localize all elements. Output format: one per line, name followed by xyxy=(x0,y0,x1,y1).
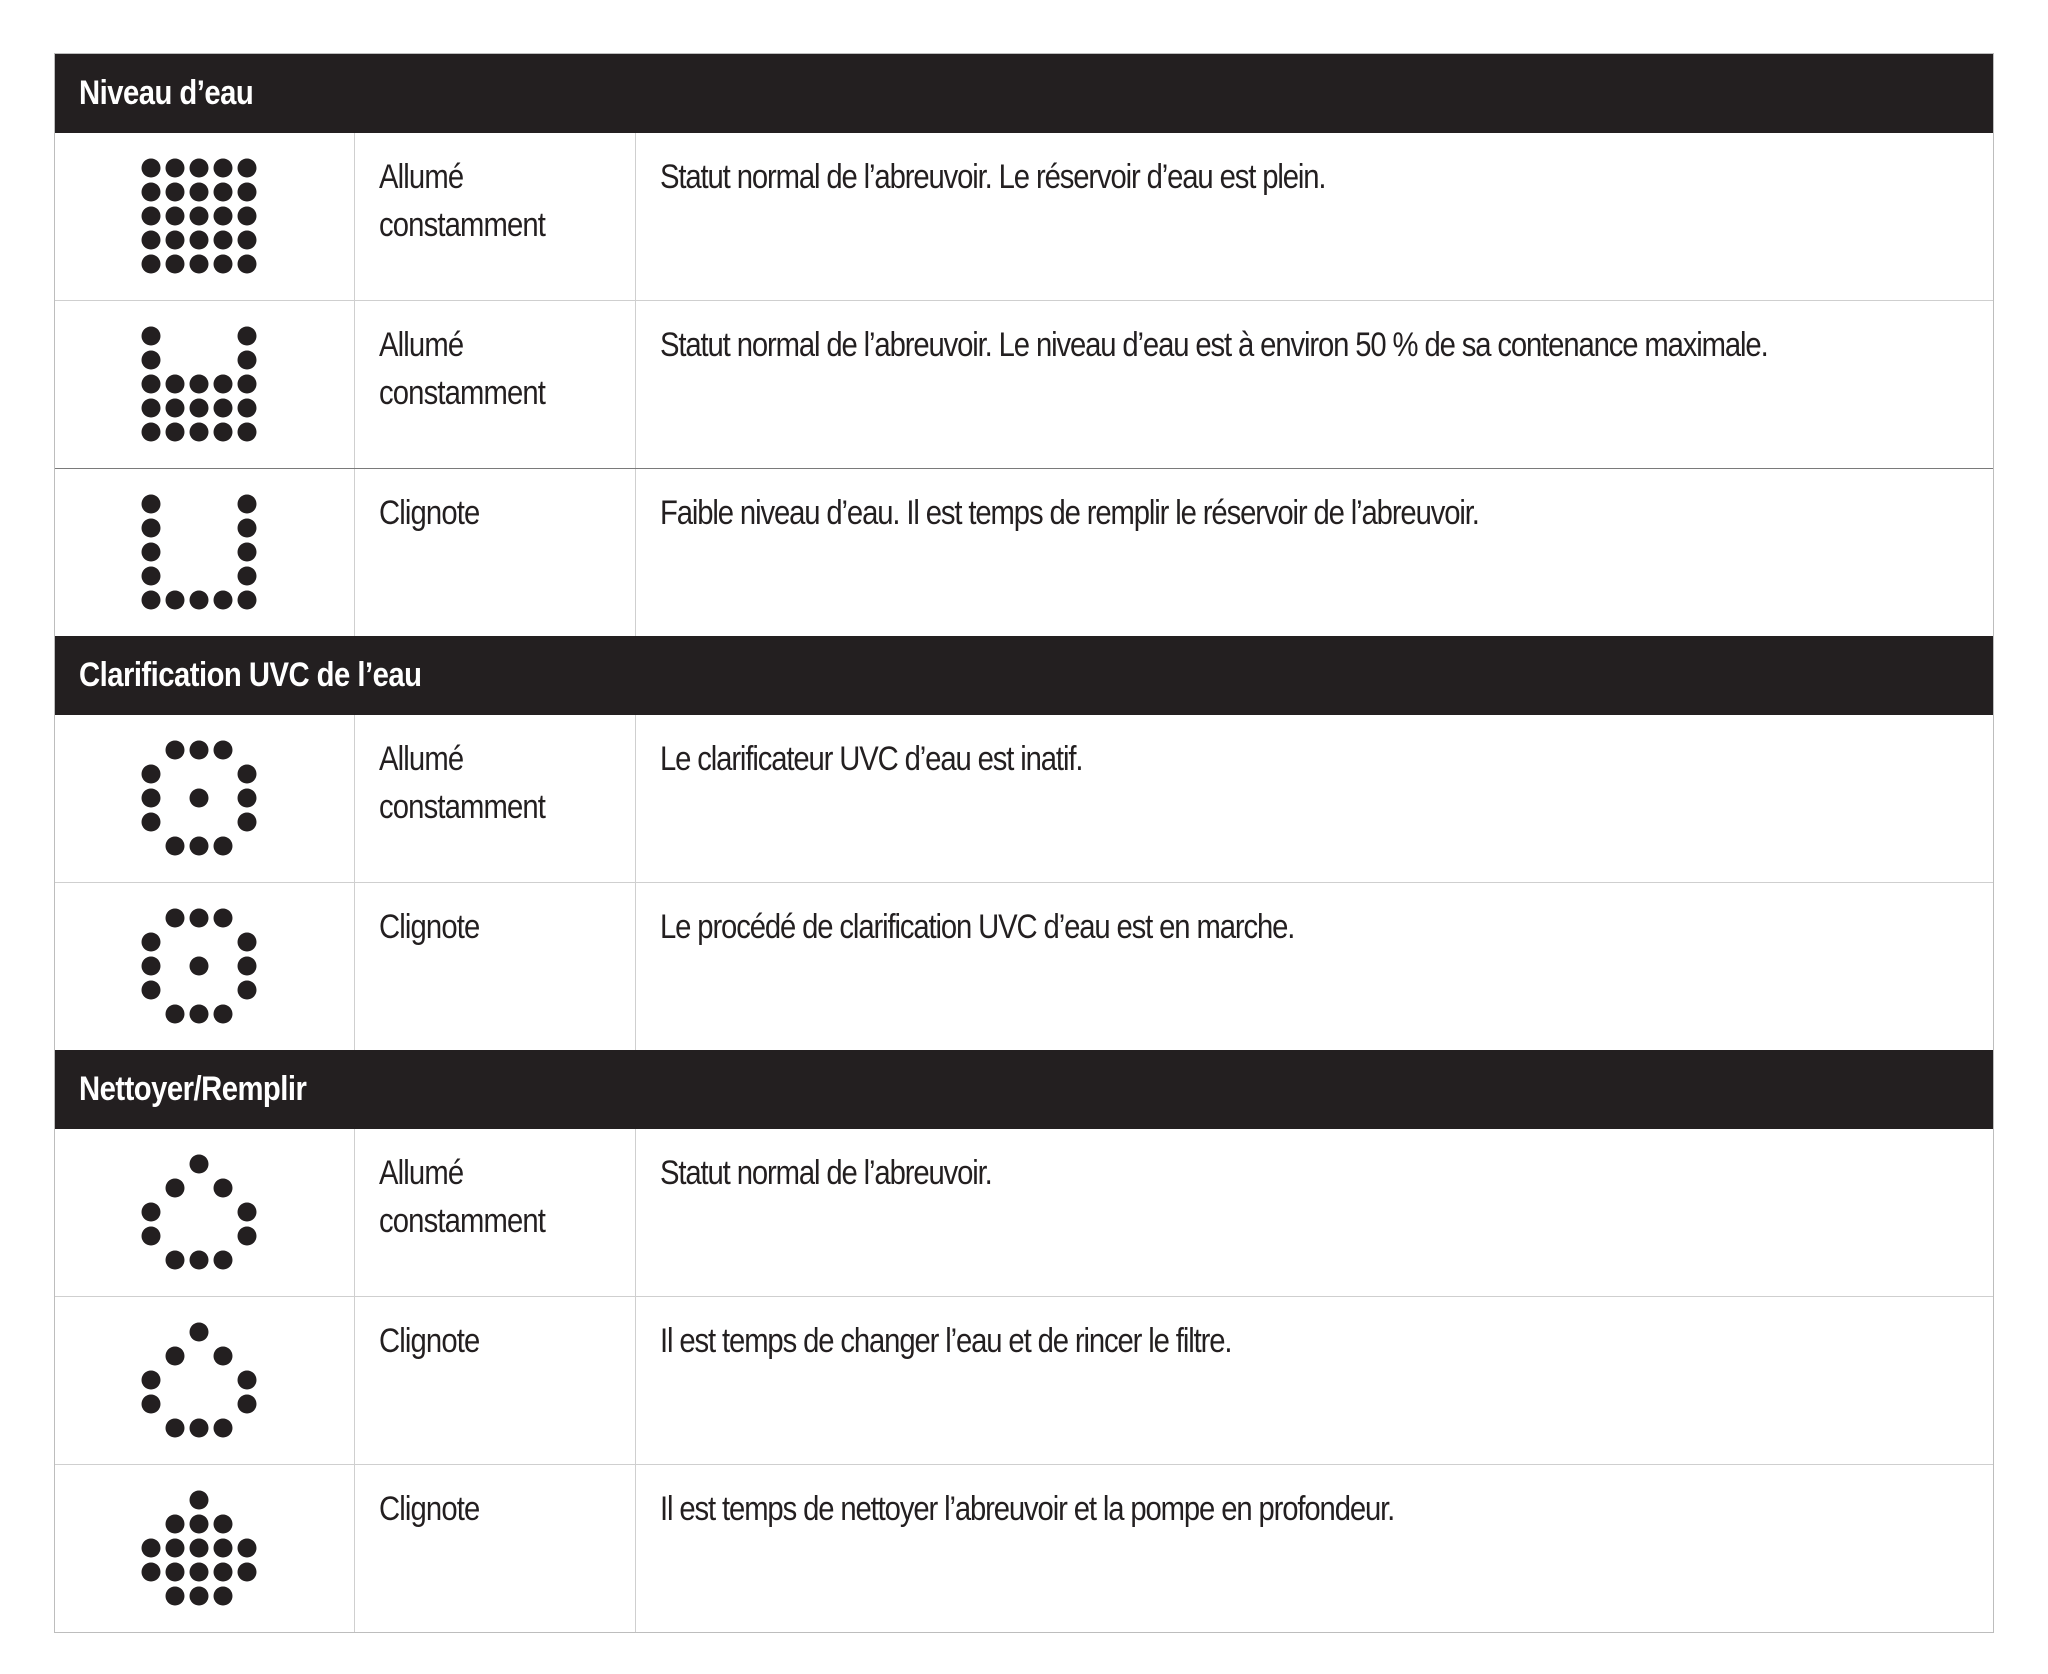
led-dot xyxy=(238,255,257,274)
led-dot xyxy=(238,765,257,784)
led-dot xyxy=(166,399,185,418)
led-dot xyxy=(238,1539,257,1558)
led-dot xyxy=(238,183,257,202)
led-dot xyxy=(166,1005,185,1024)
led-dot xyxy=(142,495,161,514)
led-dot xyxy=(190,1515,209,1534)
led-dot xyxy=(142,933,161,952)
led-dot xyxy=(142,813,161,832)
led-dot xyxy=(190,1251,209,1270)
led-dot xyxy=(238,789,257,808)
led-dot xyxy=(142,981,161,1000)
led-dot xyxy=(238,567,257,586)
led-dot xyxy=(214,1251,233,1270)
led-dot xyxy=(214,1539,233,1558)
led-dot xyxy=(238,495,257,514)
led-dot xyxy=(214,1005,233,1024)
led-dot xyxy=(238,519,257,538)
led-dot xyxy=(238,231,257,250)
table-row xyxy=(55,882,1993,1050)
led-dot xyxy=(190,1563,209,1582)
led-dot xyxy=(142,1539,161,1558)
led-dot xyxy=(214,207,233,226)
full-dots-icon xyxy=(139,156,259,276)
led-dot xyxy=(214,1587,233,1606)
led-dot xyxy=(214,909,233,928)
led-dot xyxy=(238,1203,257,1222)
led-dot xyxy=(190,399,209,418)
led-dot xyxy=(166,1179,185,1198)
led-dot xyxy=(190,909,209,928)
led-dot xyxy=(166,741,185,760)
led-dot xyxy=(190,1587,209,1606)
uvc-ring-dots-icon xyxy=(139,738,259,858)
led-dot xyxy=(190,1539,209,1558)
led-dot xyxy=(238,543,257,562)
description: Il est temps de changer l’eau et de rincer le filtre. xyxy=(660,1322,1232,1360)
led-dot xyxy=(190,1005,209,1024)
led-dot xyxy=(166,909,185,928)
led-dot xyxy=(214,423,233,442)
led-dot xyxy=(214,741,233,760)
led-dot xyxy=(142,1227,161,1246)
table-row xyxy=(55,300,1993,468)
led-dot xyxy=(214,837,233,856)
led-dot xyxy=(238,399,257,418)
led-dot xyxy=(238,327,257,346)
led-dot xyxy=(238,957,257,976)
table-row xyxy=(55,1296,1993,1464)
led-dot xyxy=(166,183,185,202)
led-dot xyxy=(214,231,233,250)
led-dot xyxy=(142,957,161,976)
led-dot xyxy=(142,543,161,562)
table-row xyxy=(55,133,1993,300)
led-dot xyxy=(214,1563,233,1582)
led-dot xyxy=(190,375,209,394)
led-dot xyxy=(214,375,233,394)
state-label: Clignote xyxy=(379,908,480,946)
state-label: Clignote xyxy=(379,1490,480,1528)
led-dot xyxy=(142,1371,161,1390)
led-dot xyxy=(214,1347,233,1366)
led-dot xyxy=(142,207,161,226)
section-title: Clarification UVC de l’eau xyxy=(79,656,422,694)
led-dot xyxy=(214,255,233,274)
led-dot xyxy=(190,957,209,976)
led-dot xyxy=(214,399,233,418)
led-dot xyxy=(142,159,161,178)
led-dot xyxy=(142,375,161,394)
state-label: Clignote xyxy=(379,1322,480,1360)
led-dot xyxy=(190,159,209,178)
led-dot xyxy=(238,1227,257,1246)
description: Le procédé de clarification UVC d’eau est en marche. xyxy=(660,908,1295,946)
led-dot xyxy=(142,765,161,784)
drop-filled-dots-icon xyxy=(139,1488,259,1608)
state-label: Allumé constamment xyxy=(379,158,546,244)
led-dot xyxy=(142,231,161,250)
led-dot xyxy=(142,591,161,610)
led-dot xyxy=(190,837,209,856)
led-dot xyxy=(190,1419,209,1438)
state-label: Clignote xyxy=(379,494,480,532)
led-dot xyxy=(142,255,161,274)
led-dot xyxy=(166,207,185,226)
led-dot xyxy=(166,591,185,610)
led-dot xyxy=(190,255,209,274)
section-header-uvc xyxy=(55,636,1993,715)
led-dot xyxy=(238,981,257,1000)
description: Il est temps de nettoyer l’abreuvoir et la pompe en profondeur. xyxy=(660,1490,1395,1528)
led-dot xyxy=(214,591,233,610)
led-dot xyxy=(238,933,257,952)
led-dot xyxy=(142,1563,161,1582)
led-dot xyxy=(166,1347,185,1366)
half-dots-icon xyxy=(139,324,259,444)
led-dot xyxy=(238,351,257,370)
description: Faible niveau d’eau. Il est temps de remplir le réservoir de l’abreuvoir. xyxy=(660,494,1479,532)
description: Statut normal de l’abreuvoir. Le niveau d’eau est à environ 50 % de sa contenance maximale. xyxy=(660,326,1768,364)
led-dot xyxy=(214,183,233,202)
led-dot xyxy=(166,1515,185,1534)
led-dot xyxy=(166,1539,185,1558)
led-dot xyxy=(166,1419,185,1438)
led-dot xyxy=(166,375,185,394)
led-dot xyxy=(190,423,209,442)
led-dot xyxy=(214,1179,233,1198)
led-dot xyxy=(166,1587,185,1606)
led-dot xyxy=(238,591,257,610)
led-dot xyxy=(238,159,257,178)
led-dot xyxy=(142,567,161,586)
led-dot xyxy=(238,1563,257,1582)
led-dot xyxy=(166,1563,185,1582)
section-header-clean-refill xyxy=(55,1050,1993,1129)
led-dot xyxy=(142,183,161,202)
description: Le clarificateur UVC d’eau est inatif. xyxy=(660,740,1083,778)
led-dot xyxy=(142,327,161,346)
led-dot xyxy=(214,1419,233,1438)
led-dot xyxy=(166,255,185,274)
led-dot xyxy=(238,207,257,226)
led-dot xyxy=(190,1155,209,1174)
led-dot xyxy=(214,1515,233,1534)
description: Statut normal de l’abreuvoir. xyxy=(660,1154,992,1192)
state-label: Allumé constamment xyxy=(379,1154,546,1240)
state-label: Allumé constamment xyxy=(379,740,546,826)
section-title: Niveau d’eau xyxy=(79,74,254,112)
led-dot xyxy=(190,1323,209,1342)
led-dot xyxy=(238,375,257,394)
table-row xyxy=(55,468,1993,636)
table-row xyxy=(55,1464,1993,1632)
led-dot xyxy=(166,1251,185,1270)
led-dot xyxy=(238,1371,257,1390)
led-dot xyxy=(190,207,209,226)
led-dot xyxy=(190,183,209,202)
led-dot xyxy=(238,1395,257,1414)
led-dot xyxy=(190,1491,209,1510)
led-dot xyxy=(238,423,257,442)
led-dot xyxy=(166,231,185,250)
table-row xyxy=(55,715,1993,882)
status-table xyxy=(54,53,1994,1633)
led-dot xyxy=(142,399,161,418)
section-header-water-level xyxy=(55,54,1993,133)
section-title: Nettoyer/Remplir xyxy=(79,1070,307,1108)
led-dot xyxy=(190,591,209,610)
led-dot xyxy=(142,789,161,808)
led-dot xyxy=(142,1395,161,1414)
led-dot xyxy=(142,1203,161,1222)
led-dot xyxy=(166,423,185,442)
state-label: Allumé constamment xyxy=(379,326,546,412)
led-dot xyxy=(190,789,209,808)
description: Statut normal de l’abreuvoir. Le réservoir d’eau est plein. xyxy=(660,158,1326,196)
led-dot xyxy=(166,837,185,856)
uvc-ring-dots-icon xyxy=(139,906,259,1026)
led-dot xyxy=(214,159,233,178)
low-level-dots-icon xyxy=(139,492,259,612)
table-row xyxy=(55,1129,1993,1296)
led-dot xyxy=(142,423,161,442)
led-dot xyxy=(142,351,161,370)
led-dot xyxy=(166,159,185,178)
led-dot xyxy=(142,519,161,538)
drop-outline-dots-icon xyxy=(139,1152,259,1272)
led-dot xyxy=(190,741,209,760)
drop-outline-dots-icon xyxy=(139,1320,259,1440)
led-dot xyxy=(238,813,257,832)
led-dot xyxy=(190,231,209,250)
